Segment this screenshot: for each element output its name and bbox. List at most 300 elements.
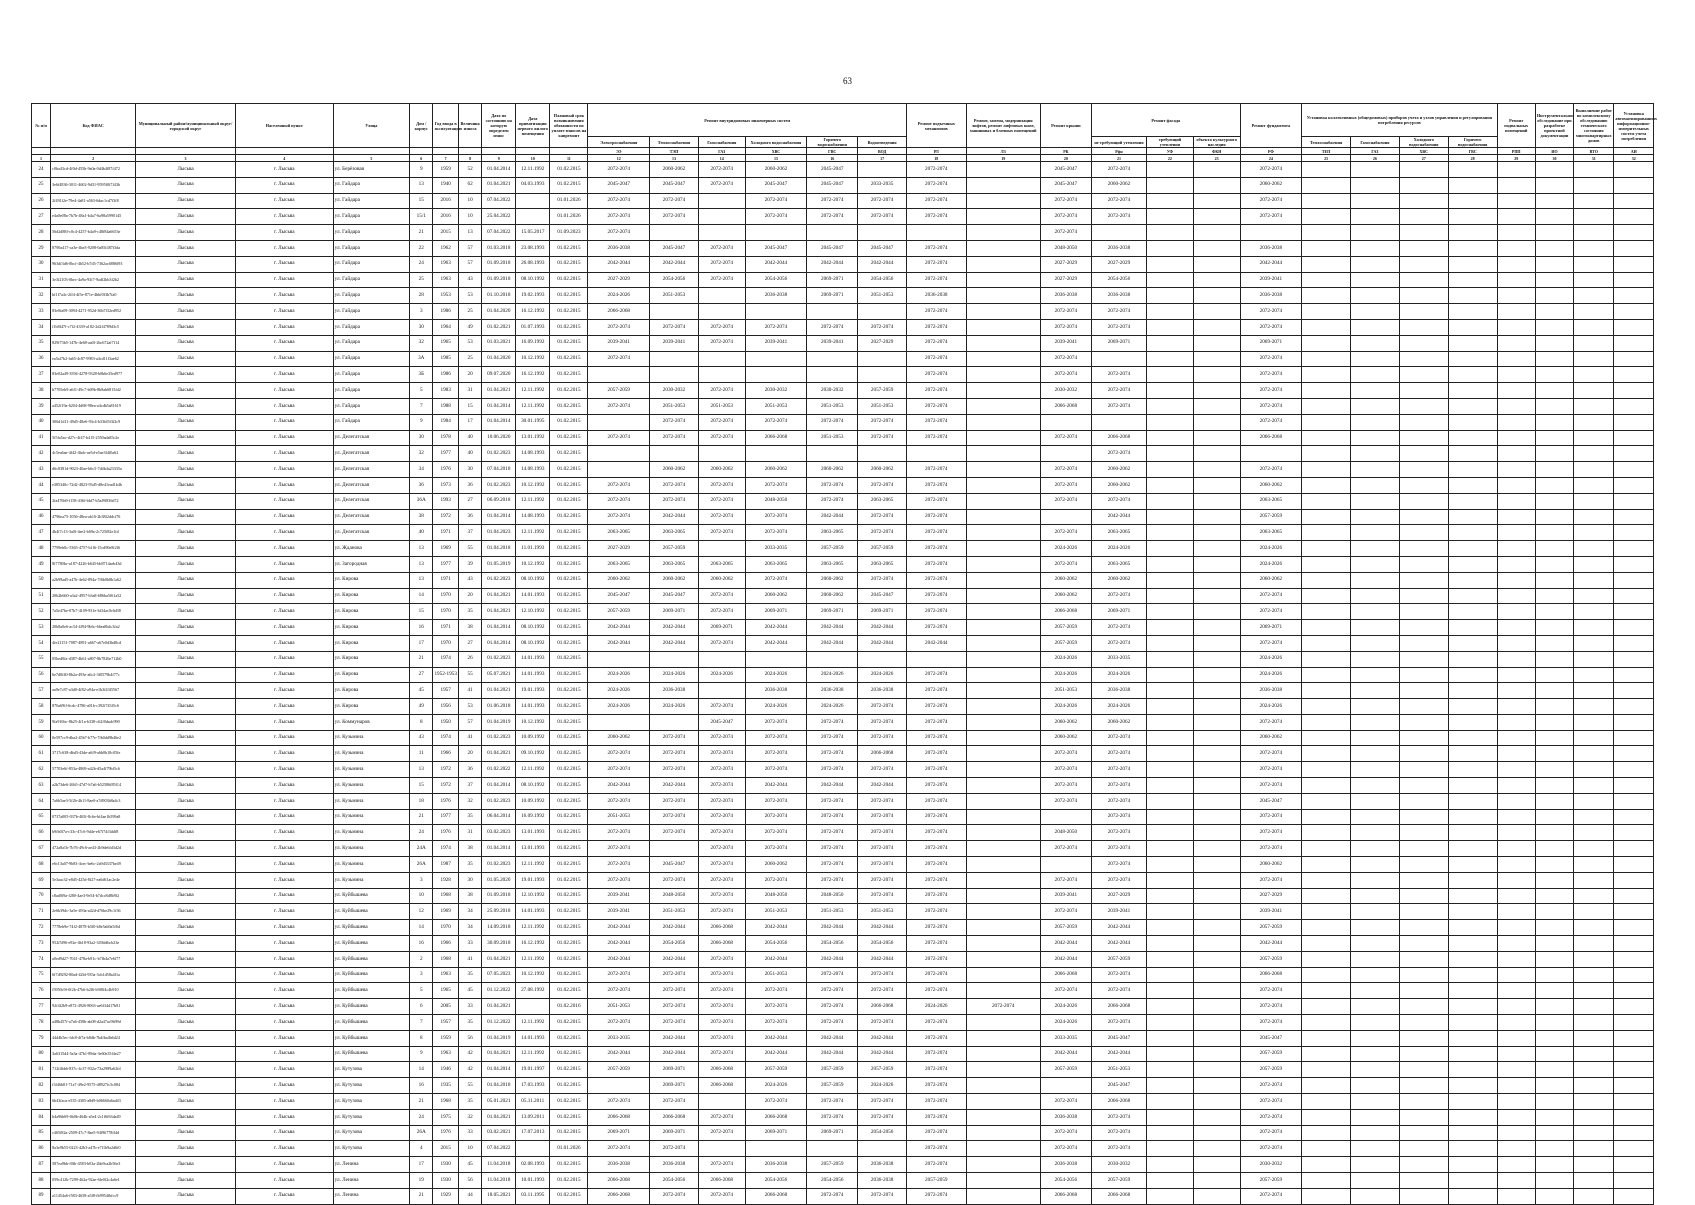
cell-hot-water: 2024-2026: [807, 667, 858, 683]
cell-meter-hot: [1448, 667, 1497, 683]
table-row: [32, 1078, 1654, 1094]
cell-index: 54: [32, 635, 51, 651]
cell-tech-survey: [1574, 983, 1614, 999]
col-house-header: Дом / корпус: [410, 104, 433, 148]
cell-foundation: 2057-2059: [1240, 1173, 1302, 1189]
cell-privatization-date: 26.08.1993: [516, 256, 550, 272]
cell-design: [1535, 1062, 1573, 1078]
cell-meter-gas: [1351, 857, 1400, 873]
cell-hot-water: [807, 351, 858, 367]
cell-meter-hot: [1448, 541, 1497, 557]
cell-deadline: 01.02.2015: [550, 793, 588, 809]
cell-meter-gas: [1351, 620, 1400, 636]
cell-facade-heritage: [1193, 383, 1240, 399]
cell-drainage: 2072-2074: [858, 319, 907, 335]
cell-house: 26А: [410, 857, 433, 873]
cell-municipality: Лысьва: [136, 351, 236, 367]
cell-facade-ins: [1147, 699, 1194, 715]
table-row: [32, 572, 1654, 588]
cell-basement: [1497, 335, 1535, 351]
table-row: [32, 1015, 1654, 1031]
cell-roof: 2033-2035: [1040, 1030, 1091, 1046]
cell-fias-code: c0ba43cd-4f0d-455b-9a0a-0d4b4f87f472: [51, 162, 136, 178]
cell-tech-survey: [1574, 525, 1614, 541]
cell-meter-hot: [1448, 319, 1497, 335]
cell-heat: 2072-2074: [650, 430, 699, 446]
cell-basement: [1497, 1015, 1535, 1031]
cell-privatization-date: 12.11.1992: [516, 920, 550, 936]
cell-house: 7: [410, 398, 433, 414]
cell-foundation: 2072-2074: [1240, 1109, 1302, 1125]
cell-privatization-date: 14.08.1993: [516, 446, 550, 462]
cell-lift: 2072-2074: [907, 667, 966, 683]
cell-electric: 2036-2038: [588, 240, 650, 256]
cell-basement: [1497, 588, 1535, 604]
cell-lift: 2072-2074: [907, 730, 966, 746]
cell-foundation: 2072-2074: [1240, 588, 1302, 604]
cell-meter-hot: [1448, 398, 1497, 414]
cell-facade-heritage: [1193, 446, 1240, 462]
cell-survey-date: 01.02.2023: [482, 572, 516, 588]
table-row: [32, 983, 1654, 999]
column-code: ГАЗ: [698, 148, 745, 155]
cell-settlement: г. Лысьва: [235, 240, 333, 256]
cell-house: 49: [410, 699, 433, 715]
cell-privatization-date: 16.12.1992: [516, 936, 550, 952]
cell-facade-heritage: [1193, 683, 1240, 699]
cell-survey-date: 10.06.2020: [482, 430, 516, 446]
cell-drainage: 2036-2038: [858, 683, 907, 699]
cell-settlement: г. Лысьва: [235, 904, 333, 920]
cell-fias-code: 5f5fa5ac-d27c-4f47-b415-2550ada85c2e: [51, 430, 136, 446]
cell-street: ул. Ленина: [333, 1188, 409, 1204]
cell-facade-heritage: [1193, 651, 1240, 667]
col-settlement-header: Населенный пункт: [235, 104, 333, 148]
cell-lift: 2072-2074: [907, 1078, 966, 1094]
cell-roof: 2024-2026: [1040, 999, 1091, 1015]
cell-meter-heat: [1302, 1109, 1351, 1125]
cell-hot-water: 2072-2074: [807, 1015, 858, 1031]
cell-year: 1959: [433, 162, 458, 178]
cell-heat: 2072-2074: [650, 746, 699, 762]
cell-roof: 2024-2026: [1040, 699, 1091, 715]
cell-deadline: 01.02.2015: [550, 904, 588, 920]
cell-tech-survey: [1574, 825, 1614, 841]
cell-meter-cold: [1399, 1157, 1448, 1173]
cell-meter-cold: [1399, 951, 1448, 967]
cell-meter-cold: [1399, 841, 1448, 857]
cell-meter-gas: [1351, 730, 1400, 746]
cell-municipality: Лысьва: [136, 1141, 236, 1157]
cell-fias-code: a2b73de6-26b5-47d7-b7a6-b52586f85f14: [51, 778, 136, 794]
cell-wear: 52: [458, 162, 481, 178]
cell-meter-hot: [1448, 1125, 1497, 1141]
cell-foundation: 2024-2026: [1240, 541, 1302, 557]
cell-design: [1535, 635, 1573, 651]
cell-facade-heritage: [1193, 620, 1240, 636]
cell-lift: 2072-2074: [907, 1030, 966, 1046]
cell-drainage: 2057-2059: [858, 1062, 907, 1078]
cell-roof: [1040, 509, 1091, 525]
cell-municipality: Лысьва: [136, 778, 236, 794]
cell-facade-noins: 2072-2074: [1091, 635, 1146, 651]
cell-foundation: 2066-2068: [1240, 967, 1302, 983]
cell-house: 19: [410, 1173, 433, 1189]
cell-design: [1535, 462, 1573, 478]
cell-foundation: 2024-2026: [1240, 556, 1302, 572]
cell-roof: 2042-2044: [1040, 936, 1091, 952]
cell-cold-water: 2072-2074: [745, 525, 807, 541]
cell-fias-code: 20b2b660-a3a2-4957-b3a8-686ba5f61a52: [51, 588, 136, 604]
cell-index: 40: [32, 414, 51, 430]
cell-year: 1950: [433, 714, 458, 730]
column-number: 19: [966, 155, 1040, 162]
cell-drainage: 2072-2074: [858, 872, 907, 888]
cell-drainage: 2051-2053: [858, 904, 907, 920]
cell-tech-survey: [1574, 304, 1614, 320]
cell-heat: 2072-2074: [650, 1188, 699, 1204]
cell-heat: 2054-2056: [650, 272, 699, 288]
cell-cold-water: 2060-2062: [745, 462, 807, 478]
cell-survey-date: 11.04.2018: [482, 1173, 516, 1189]
table-row: [32, 240, 1654, 256]
cell-facade-ins: [1147, 730, 1194, 746]
cell-gas: [698, 288, 745, 304]
cell-fias-code: 7778eb9e-74f2-4878-b5f0-b8e5ab9a5f6d: [51, 920, 136, 936]
cell-settlement: г. Лысьва: [235, 225, 333, 241]
cell-cold-water: 2072-2074: [745, 825, 807, 841]
table-row: [32, 162, 1654, 178]
cell-design: [1535, 1173, 1573, 1189]
col-deadline-header: Плановый срок возникновения обязанности по уплате взносов на капремонт: [550, 104, 588, 148]
cell-wear: 45: [458, 983, 481, 999]
cell-basement: [1497, 493, 1535, 509]
cell-tech-survey: [1574, 651, 1614, 667]
cell-gas: 2066-2068: [698, 1078, 745, 1094]
cell-lift: 2072-2074: [907, 430, 966, 446]
cell-automation: [1614, 193, 1654, 209]
cell-gas: 2072-2074: [698, 872, 745, 888]
cell-facade-noins: [1091, 225, 1146, 241]
cell-year: 1969: [433, 541, 458, 557]
cell-tech-survey: [1574, 999, 1614, 1015]
cell-basement: [1497, 1109, 1535, 1125]
cell-roof: 2072-2074: [1040, 778, 1091, 794]
cell-privatization-date: 10.12.1992: [516, 967, 550, 983]
cell-meter-hot: [1448, 983, 1497, 999]
column-code: ЭЭ: [588, 148, 650, 155]
cell-facade-heritage: [1193, 288, 1240, 304]
cell-meter-cold: [1399, 398, 1448, 414]
cell-lift-shaft: [966, 525, 1040, 541]
cell-foundation: 2060-2062: [1240, 477, 1302, 493]
cell-facade-ins: [1147, 778, 1194, 794]
cell-meter-cold: [1399, 1141, 1448, 1157]
col-wear-header: Величина износа: [458, 104, 481, 148]
cell-privatization-date: 12.11.1992: [516, 857, 550, 873]
cell-year: 1935: [433, 1078, 458, 1094]
cell-year: 1963: [433, 272, 458, 288]
cell-facade-ins: [1147, 604, 1194, 620]
cell-foundation: [1240, 446, 1302, 462]
cell-facade-ins: [1147, 240, 1194, 256]
cell-tech-survey: [1574, 367, 1614, 383]
cell-meter-cold: [1399, 177, 1448, 193]
cell-basement: [1497, 857, 1535, 873]
cell-drainage: 2051-2053: [858, 288, 907, 304]
cell-automation: [1614, 493, 1654, 509]
cell-facade-heritage: [1193, 319, 1240, 335]
cell-year: 1968: [433, 951, 458, 967]
cell-lift-shaft: [966, 604, 1040, 620]
cell-automation: [1614, 999, 1654, 1015]
cell-year: 1940: [433, 177, 458, 193]
cell-fias-code: f5950c9f-0f2b-47b6-b2f6-b9f8f4c4b910: [51, 983, 136, 999]
cell-facade-noins: 2072-2074: [1091, 967, 1146, 983]
cell-meter-gas: [1351, 920, 1400, 936]
cell-lift: 2072-2074: [907, 1157, 966, 1173]
cell-survey-date: 18.05.2021: [482, 1188, 516, 1204]
cell-roof: 2072-2074: [1040, 793, 1091, 809]
cell-automation: [1614, 240, 1654, 256]
cell-wear: 36: [458, 762, 481, 778]
cell-meter-heat: [1302, 904, 1351, 920]
cell-meter-cold: [1399, 1188, 1448, 1204]
cell-lift-shaft: [966, 809, 1040, 825]
table-row: [32, 1188, 1654, 1204]
cell-lift: 2072-2074: [907, 588, 966, 604]
cell-foundation: 2072-2074: [1240, 209, 1302, 225]
column-number: 4: [235, 155, 333, 162]
cell-foundation: 2072-2074: [1240, 999, 1302, 1015]
cell-hot-water: 2042-2044: [807, 1030, 858, 1046]
cell-gas: 2072-2074: [698, 1125, 745, 1141]
cell-meter-hot: [1448, 367, 1497, 383]
cell-deadline: 01.02.2015: [550, 825, 588, 841]
cell-settlement: г. Лысьва: [235, 556, 333, 572]
cell-meter-heat: [1302, 193, 1351, 209]
cell-index: 79: [32, 1030, 51, 1046]
table-row: [32, 477, 1654, 493]
cell-settlement: г. Лысьва: [235, 256, 333, 272]
cell-tech-survey: [1574, 714, 1614, 730]
cell-fias-code: c8ad0f9a-f280-4ae3-9e54-b7dcc8d8b9f2: [51, 888, 136, 904]
cell-foundation: 2072-2074: [1240, 351, 1302, 367]
cell-meter-gas: [1351, 1094, 1400, 1110]
cell-street: ул. Кирова: [333, 667, 409, 683]
cell-house: 45: [410, 683, 433, 699]
cell-tech-survey: [1574, 1141, 1614, 1157]
cell-house: 7: [410, 1015, 433, 1031]
cell-gas: 2066-2068: [698, 1173, 745, 1189]
cell-electric: 2072-2074: [588, 398, 650, 414]
cell-meter-hot: [1448, 762, 1497, 778]
cell-wear: 15: [458, 398, 481, 414]
cell-electric: 2024-2026: [588, 699, 650, 715]
cell-facade-heritage: [1193, 825, 1240, 841]
cell-meter-gas: [1351, 1046, 1400, 1062]
cell-street: ул. Куйбышева: [333, 999, 409, 1015]
cell-gas: [698, 304, 745, 320]
cell-index: 72: [32, 920, 51, 936]
column-code: ГАЗ: [1351, 148, 1400, 155]
cell-meter-hot: [1448, 351, 1497, 367]
cell-electric: 2072-2074: [588, 872, 650, 888]
cell-privatization-date: 13.09.2011: [516, 1109, 550, 1125]
cell-meter-heat: [1302, 414, 1351, 430]
cell-meter-heat: [1302, 762, 1351, 778]
cell-design: [1535, 920, 1573, 936]
cell-automation: [1614, 288, 1654, 304]
cell-cold-water: 2030-2032: [745, 383, 807, 399]
cell-privatization-date: 13.01.1992: [516, 430, 550, 446]
cell-facade-noins: 2072-2074: [1091, 209, 1146, 225]
cell-deadline: 01.02.2015: [550, 383, 588, 399]
cell-house: 38: [410, 509, 433, 525]
cell-street: ул. Кирова: [333, 651, 409, 667]
cell-foundation: 2072-2074: [1240, 367, 1302, 383]
cell-meter-cold: [1399, 967, 1448, 983]
cell-design: [1535, 430, 1573, 446]
cell-house: 9: [410, 162, 433, 178]
cell-hot-water: 2072-2074: [807, 809, 858, 825]
cell-cold-water: 2054-2056: [745, 936, 807, 952]
table-row: [32, 999, 1654, 1015]
cell-automation: [1614, 398, 1654, 414]
cell-meter-hot: [1448, 588, 1497, 604]
cell-facade-noins: 2060-2062: [1091, 714, 1146, 730]
cell-electric: [588, 462, 650, 478]
cell-municipality: Лысьва: [136, 525, 236, 541]
cell-fias-code: 4c5ea6ae-4f42-4bdc-ae5d-e5ae3f4f0a62: [51, 446, 136, 462]
cell-facade-heritage: [1193, 1109, 1240, 1125]
cell-meter-gas: [1351, 778, 1400, 794]
cell-meter-gas: [1351, 1125, 1400, 1141]
cell-fias-code: 059c412b-7299-462a-92ae-6fe0f2c4a6e1: [51, 1173, 136, 1189]
column-number: 18: [907, 155, 966, 162]
cell-street: ул. Гайдара: [333, 288, 409, 304]
cell-drainage: 2072-2074: [858, 430, 907, 446]
cell-facade-noins: 2036-2038: [1091, 683, 1146, 699]
cell-fias-code: 829f73b5-147b-4e68-aa0f-2bc672af7f14: [51, 335, 136, 351]
cell-drainage: 2027-2029: [858, 335, 907, 351]
cell-lift-shaft: [966, 667, 1040, 683]
cell-basement: [1497, 414, 1535, 430]
cell-design: [1535, 1046, 1573, 1062]
cell-facade-heritage: [1193, 888, 1240, 904]
col-fias-header: Код ФИАС: [51, 104, 136, 148]
cell-heat: 2072-2074: [650, 477, 699, 493]
cell-gas: [698, 193, 745, 209]
table-row: [32, 1141, 1654, 1157]
cell-cold-water: 2042-2044: [745, 920, 807, 936]
column-number: 5: [333, 155, 409, 162]
cell-meter-heat: [1302, 1078, 1351, 1094]
cell-roof: 2072-2074: [1040, 762, 1091, 778]
cell-gas: 2072-2074: [698, 588, 745, 604]
cell-survey-date: 01.04.2021: [482, 746, 516, 762]
cell-meter-cold: [1399, 1094, 1448, 1110]
table-row: [32, 620, 1654, 636]
cell-street: ул. Гайдара: [333, 335, 409, 351]
cell-facade-heritage: [1193, 509, 1240, 525]
cell-drainage: 2042-2044: [858, 1030, 907, 1046]
column-number: 12: [588, 155, 650, 162]
cell-design: [1535, 319, 1573, 335]
cell-house: 3: [410, 872, 433, 888]
cell-wear: 10: [458, 209, 481, 225]
cell-drainage: 2057-2059: [858, 383, 907, 399]
cell-meter-hot: [1448, 272, 1497, 288]
cell-deadline: 01.02.2015: [550, 762, 588, 778]
cell-gas: 2066-2068: [698, 920, 745, 936]
cell-house: 11: [410, 746, 433, 762]
cell-electric: 2027-2029: [588, 541, 650, 557]
column-code: [333, 148, 409, 155]
cell-gas: 2072-2074: [698, 809, 745, 825]
cell-electric: 2066-2068: [588, 1173, 650, 1189]
cell-heat: 2036-2038: [650, 1157, 699, 1173]
cell-hot-water: [807, 367, 858, 383]
cell-foundation: 2072-2074: [1240, 193, 1302, 209]
cell-automation: [1614, 825, 1654, 841]
cell-facade-heritage: [1193, 162, 1240, 178]
cell-gas: 2072-2074: [698, 319, 745, 335]
cell-lift-shaft: [966, 1015, 1040, 1031]
cell-roof: 2072-2074: [1040, 304, 1091, 320]
cell-drainage: 2060-2062: [858, 462, 907, 478]
cell-facade-noins: 2060-2062: [1091, 177, 1146, 193]
cell-fias-code: 4b4f7c13-3a0f-4ee2-b69a-2c725f82e1fd: [51, 525, 136, 541]
cell-basement: [1497, 983, 1535, 999]
cell-survey-date: 01.04.2021: [482, 1109, 516, 1125]
cell-deadline: 01.02.2015: [550, 588, 588, 604]
cell-meter-heat: [1302, 730, 1351, 746]
cell-meter-gas: [1351, 1188, 1400, 1204]
cell-facade-ins: [1147, 288, 1194, 304]
cell-lift-shaft: [966, 272, 1040, 288]
cell-house: 9: [410, 414, 433, 430]
cell-facade-ins: [1147, 762, 1194, 778]
cell-privatization-date: 14.08.1993: [516, 462, 550, 478]
cell-hot-water: 2042-2044: [807, 620, 858, 636]
cell-deadline: 01.02.2015: [550, 398, 588, 414]
cell-lift-shaft: [966, 430, 1040, 446]
cell-meter-gas: [1351, 872, 1400, 888]
cell-year: 1984: [433, 414, 458, 430]
cell-design: [1535, 193, 1573, 209]
cell-municipality: Лысьва: [136, 209, 236, 225]
cell-tech-survey: [1574, 683, 1614, 699]
cell-cold-water: 2042-2044: [745, 778, 807, 794]
cell-meter-hot: [1448, 841, 1497, 857]
cell-privatization-date: 12.11.1992: [516, 383, 550, 399]
column-number: 29: [1497, 155, 1535, 162]
cell-automation: [1614, 936, 1654, 952]
cell-privatization-date: 14.01.1993: [516, 588, 550, 604]
cell-wear: 31: [458, 825, 481, 841]
cell-design: [1535, 256, 1573, 272]
cell-lift: 2072-2074: [907, 351, 966, 367]
cell-cold-water: 2072-2074: [745, 809, 807, 825]
cell-drainage: 2045-2047: [858, 240, 907, 256]
cell-lift: 2072-2074: [907, 809, 966, 825]
cell-deadline: 01.02.2015: [550, 1157, 588, 1173]
cell-settlement: г. Лысьва: [235, 572, 333, 588]
cell-wear: 38: [458, 841, 481, 857]
cell-privatization-date: 14.01.1993: [516, 667, 550, 683]
cell-automation: [1614, 1030, 1654, 1046]
